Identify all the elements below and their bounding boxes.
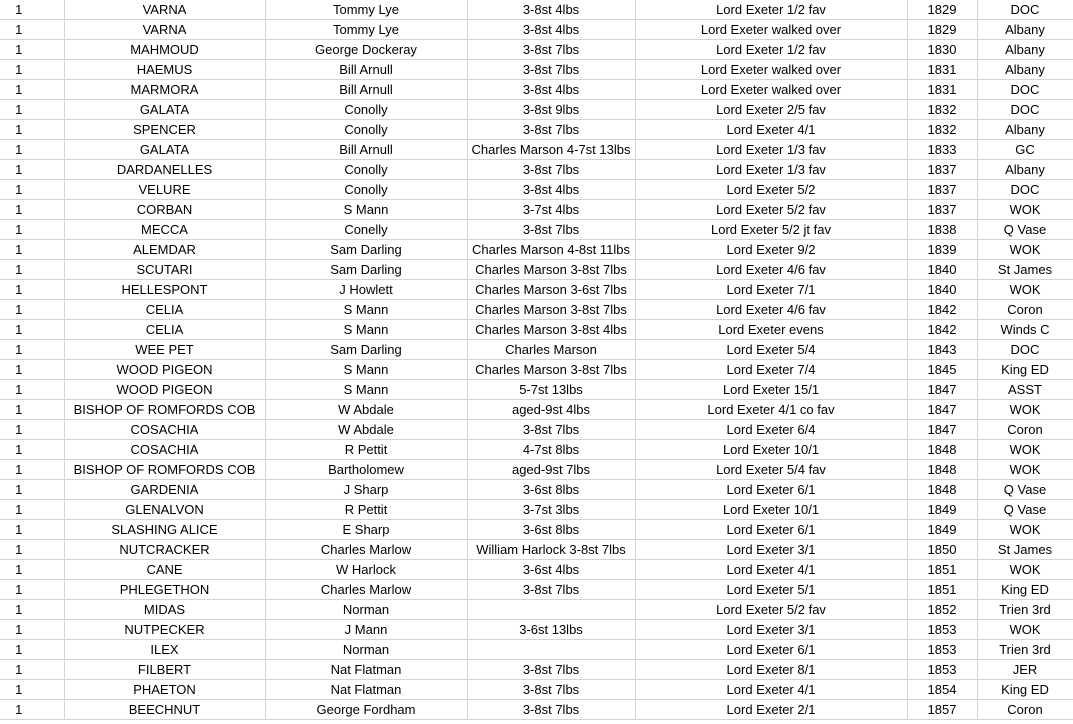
cell-year[interactable]: 1830 bbox=[907, 40, 977, 60]
table-row bbox=[0, 660, 1073, 680]
cell-position[interactable]: 1 bbox=[0, 40, 64, 60]
cell-jockey[interactable]: Norman bbox=[265, 640, 467, 660]
cell-owner-odds[interactable]: Lord Exeter 5/2 fav bbox=[635, 200, 907, 220]
cell-race[interactable]: Q Vase bbox=[977, 220, 1073, 240]
cell-jockey[interactable]: S Mann bbox=[265, 320, 467, 340]
table-row bbox=[0, 360, 1073, 380]
cell-horse[interactable]: WOOD PIGEON bbox=[64, 360, 265, 380]
table-row bbox=[0, 300, 1073, 320]
cell-race[interactable]: Albany bbox=[977, 120, 1073, 140]
cell-jockey[interactable]: W Abdale bbox=[265, 420, 467, 440]
cell-trainer-age-weight[interactable]: 3-8st 7lbs bbox=[467, 40, 635, 60]
table-row bbox=[0, 700, 1073, 720]
cell-year[interactable]: 1838 bbox=[907, 220, 977, 240]
cell-year[interactable]: 1831 bbox=[907, 60, 977, 80]
table-row bbox=[0, 460, 1073, 480]
cell-owner-odds[interactable]: Lord Exeter 6/4 bbox=[635, 420, 907, 440]
table-row bbox=[0, 440, 1073, 460]
cell-jockey[interactable]: S Mann bbox=[265, 300, 467, 320]
cell-year[interactable]: 1842 bbox=[907, 320, 977, 340]
cell-owner-odds[interactable]: Lord Exeter 1/3 fav bbox=[635, 160, 907, 180]
cell-owner-odds[interactable]: Lord Exeter 7/1 bbox=[635, 280, 907, 300]
cell-race[interactable]: JER bbox=[977, 660, 1073, 680]
cell-position[interactable]: 1 bbox=[0, 460, 64, 480]
cell-owner-odds[interactable]: Lord Exeter walked over bbox=[635, 80, 907, 100]
cell-race[interactable]: St James bbox=[977, 540, 1073, 560]
cell-race[interactable]: GC bbox=[977, 140, 1073, 160]
cell-jockey[interactable]: S Mann bbox=[265, 380, 467, 400]
cell-race[interactable]: Trien 3rd bbox=[977, 600, 1073, 620]
cell-year[interactable]: 1832 bbox=[907, 120, 977, 140]
cell-position[interactable]: 1 bbox=[0, 400, 64, 420]
cell-owner-odds[interactable]: Lord Exeter 4/1 co fav bbox=[635, 400, 907, 420]
cell-jockey[interactable]: Sam Darling bbox=[265, 340, 467, 360]
cell-jockey[interactable]: Tommy Lye bbox=[265, 0, 467, 20]
cell-trainer-age-weight[interactable]: 3-6st 13lbs bbox=[467, 620, 635, 640]
cell-owner-odds[interactable]: Lord Exeter 7/4 bbox=[635, 360, 907, 380]
cell-race[interactable]: Q Vase bbox=[977, 480, 1073, 500]
cell-jockey[interactable]: George Dockeray bbox=[265, 40, 467, 60]
cell-position[interactable]: 1 bbox=[0, 560, 64, 580]
cell-horse[interactable]: BISHOP OF ROMFORDS COB bbox=[64, 460, 265, 480]
cell-trainer-age-weight[interactable]: William Harlock 3-8st 7lbs bbox=[467, 540, 635, 560]
cell-horse[interactable]: WEE PET bbox=[64, 340, 265, 360]
cell-owner-odds[interactable]: Lord Exeter 5/1 bbox=[635, 580, 907, 600]
cell-year[interactable]: 1845 bbox=[907, 360, 977, 380]
table-row bbox=[0, 320, 1073, 340]
cell-horse[interactable]: PHAETON bbox=[64, 680, 265, 700]
cell-horse[interactable]: NUTCRACKER bbox=[64, 540, 265, 560]
cell-jockey[interactable]: Conolly bbox=[265, 120, 467, 140]
cell-year[interactable]: 1829 bbox=[907, 0, 977, 20]
cell-race[interactable]: Albany bbox=[977, 20, 1073, 40]
cell-trainer-age-weight[interactable]: 3-8st 4lbs bbox=[467, 0, 635, 20]
cell-horse[interactable]: ALEMDAR bbox=[64, 240, 265, 260]
cell-position[interactable]: 1 bbox=[0, 500, 64, 520]
cell-horse[interactable]: CELIA bbox=[64, 300, 265, 320]
cell-horse[interactable]: CANE bbox=[64, 560, 265, 580]
cell-owner-odds[interactable]: Lord Exeter 1/2 fav bbox=[635, 0, 907, 20]
cell-jockey[interactable]: Bill Arnull bbox=[265, 140, 467, 160]
cell-owner-odds[interactable]: Lord Exeter 4/6 fav bbox=[635, 300, 907, 320]
table-row bbox=[0, 60, 1073, 80]
table-row bbox=[0, 80, 1073, 100]
cell-race[interactable]: ASST bbox=[977, 380, 1073, 400]
cell-owner-odds[interactable]: Lord Exeter 1/3 fav bbox=[635, 140, 907, 160]
cell-owner-odds[interactable]: Lord Exeter 6/1 bbox=[635, 520, 907, 540]
cell-owner-odds[interactable]: Lord Exeter walked over bbox=[635, 20, 907, 40]
table-row bbox=[0, 280, 1073, 300]
cell-race[interactable]: St James bbox=[977, 260, 1073, 280]
cell-race[interactable]: DOC bbox=[977, 100, 1073, 120]
cell-horse[interactable]: GARDENIA bbox=[64, 480, 265, 500]
cell-race[interactable]: WOK bbox=[977, 620, 1073, 640]
cell-trainer-age-weight[interactable]: 3-8st 7lbs bbox=[467, 160, 635, 180]
cell-position[interactable]: 1 bbox=[0, 260, 64, 280]
cell-race[interactable]: Coron bbox=[977, 300, 1073, 320]
cell-horse[interactable]: HELLESPONT bbox=[64, 280, 265, 300]
table-row bbox=[0, 40, 1073, 60]
cell-year[interactable]: 1837 bbox=[907, 180, 977, 200]
table-row bbox=[0, 240, 1073, 260]
cell-position[interactable]: 1 bbox=[0, 160, 64, 180]
cell-horse[interactable]: VARNA bbox=[64, 20, 265, 40]
cell-trainer-age-weight[interactable]: 3-8st 9lbs bbox=[467, 100, 635, 120]
cell-owner-odds[interactable]: Lord Exeter 4/6 fav bbox=[635, 260, 907, 280]
cell-jockey[interactable]: S Mann bbox=[265, 200, 467, 220]
cell-trainer-age-weight[interactable]: Charles Marson bbox=[467, 340, 635, 360]
cell-position[interactable]: 1 bbox=[0, 120, 64, 140]
cell-race[interactable]: WOK bbox=[977, 200, 1073, 220]
cell-horse[interactable]: MAHMOUD bbox=[64, 40, 265, 60]
cell-owner-odds[interactable]: Lord Exeter 9/2 bbox=[635, 240, 907, 260]
cell-trainer-age-weight[interactable]: 3-8st 7lbs bbox=[467, 700, 635, 720]
cell-trainer-age-weight[interactable]: 3-8st 7lbs bbox=[467, 660, 635, 680]
table-row bbox=[0, 200, 1073, 220]
cell-trainer-age-weight[interactable]: Charles Marson 3-8st 7lbs bbox=[467, 360, 635, 380]
cell-race[interactable]: DOC bbox=[977, 0, 1073, 20]
cell-year[interactable]: 1837 bbox=[907, 200, 977, 220]
cell-year[interactable]: 1829 bbox=[907, 20, 977, 40]
cell-horse[interactable]: COSACHIA bbox=[64, 420, 265, 440]
cell-jockey[interactable]: Bill Arnull bbox=[265, 60, 467, 80]
cell-year[interactable]: 1843 bbox=[907, 340, 977, 360]
table-row bbox=[0, 580, 1073, 600]
cell-race[interactable]: DOC bbox=[977, 340, 1073, 360]
cell-position[interactable]: 1 bbox=[0, 420, 64, 440]
cell-year[interactable]: 1842 bbox=[907, 300, 977, 320]
cell-jockey[interactable]: Sam Darling bbox=[265, 240, 467, 260]
cell-trainer-age-weight[interactable]: 3-8st 7lbs bbox=[467, 60, 635, 80]
cell-position[interactable]: 1 bbox=[0, 100, 64, 120]
cell-jockey[interactable]: J Mann bbox=[265, 620, 467, 640]
cell-position[interactable]: 1 bbox=[0, 440, 64, 460]
cell-position[interactable]: 1 bbox=[0, 520, 64, 540]
table-row bbox=[0, 640, 1073, 660]
cell-trainer-age-weight[interactable] bbox=[467, 600, 635, 620]
cell-trainer-age-weight[interactable]: 3-8st 4lbs bbox=[467, 80, 635, 100]
cell-owner-odds[interactable]: Lord Exeter 4/1 bbox=[635, 120, 907, 140]
cell-year[interactable]: 1837 bbox=[907, 160, 977, 180]
cell-year[interactable]: 1847 bbox=[907, 420, 977, 440]
cell-race[interactable]: King ED bbox=[977, 680, 1073, 700]
cell-horse[interactable]: SPENCER bbox=[64, 120, 265, 140]
table-row bbox=[0, 380, 1073, 400]
cell-race[interactable]: Winds C bbox=[977, 320, 1073, 340]
table-row bbox=[0, 0, 1073, 20]
cell-trainer-age-weight[interactable]: 3-6st 4lbs bbox=[467, 560, 635, 580]
cell-jockey[interactable]: Nat Flatman bbox=[265, 680, 467, 700]
table-row bbox=[0, 560, 1073, 580]
table-row bbox=[0, 400, 1073, 420]
cell-trainer-age-weight[interactable]: Charles Marson 3-8st 7lbs bbox=[467, 300, 635, 320]
cell-position[interactable]: 1 bbox=[0, 60, 64, 80]
cell-jockey[interactable]: S Mann bbox=[265, 360, 467, 380]
cell-horse[interactable]: DARDANELLES bbox=[64, 160, 265, 180]
cell-jockey[interactable]: W Abdale bbox=[265, 400, 467, 420]
cell-race[interactable]: WOK bbox=[977, 560, 1073, 580]
cell-jockey[interactable]: R Pettit bbox=[265, 500, 467, 520]
cell-jockey[interactable]: Conolly bbox=[265, 180, 467, 200]
cell-trainer-age-weight[interactable]: 3-7st 4lbs bbox=[467, 200, 635, 220]
cell-position[interactable]: 1 bbox=[0, 320, 64, 340]
table-row bbox=[0, 600, 1073, 620]
cell-horse[interactable]: NUTPECKER bbox=[64, 620, 265, 640]
cell-trainer-age-weight[interactable]: 3-6st 8lbs bbox=[467, 480, 635, 500]
cell-jockey[interactable]: W Harlock bbox=[265, 560, 467, 580]
cell-position[interactable]: 1 bbox=[0, 220, 64, 240]
cell-year[interactable]: 1840 bbox=[907, 280, 977, 300]
cell-trainer-age-weight[interactable]: 3-8st 4lbs bbox=[467, 20, 635, 40]
cell-position[interactable]: 1 bbox=[0, 380, 64, 400]
cell-year[interactable]: 1849 bbox=[907, 500, 977, 520]
cell-race[interactable]: WOK bbox=[977, 520, 1073, 540]
cell-jockey[interactable]: Conolly bbox=[265, 160, 467, 180]
cell-position[interactable]: 1 bbox=[0, 20, 64, 40]
cell-owner-odds[interactable]: Lord Exeter 4/1 bbox=[635, 560, 907, 580]
cell-year[interactable]: 1848 bbox=[907, 440, 977, 460]
cell-trainer-age-weight[interactable]: 3-8st 7lbs bbox=[467, 680, 635, 700]
cell-trainer-age-weight[interactable]: 3-8st 7lbs bbox=[467, 220, 635, 240]
table-row bbox=[0, 620, 1073, 640]
cell-horse[interactable]: BEECHNUT bbox=[64, 700, 265, 720]
cell-trainer-age-weight[interactable]: Charles Marson 4-7st 13lbs bbox=[467, 140, 635, 160]
table-row bbox=[0, 140, 1073, 160]
cell-position[interactable]: 1 bbox=[0, 180, 64, 200]
cell-trainer-age-weight[interactable]: 4-7st 8lbs bbox=[467, 440, 635, 460]
cell-horse[interactable]: BISHOP OF ROMFORDS COB bbox=[64, 400, 265, 420]
cell-race[interactable]: Albany bbox=[977, 60, 1073, 80]
cell-year[interactable]: 1852 bbox=[907, 600, 977, 620]
cell-jockey[interactable]: Bill Arnull bbox=[265, 80, 467, 100]
cell-horse[interactable]: VELURE bbox=[64, 180, 265, 200]
cell-jockey[interactable]: R Pettit bbox=[265, 440, 467, 460]
cell-owner-odds[interactable]: Lord Exeter 4/1 bbox=[635, 680, 907, 700]
cell-horse[interactable]: ILEX bbox=[64, 640, 265, 660]
cell-race[interactable]: Albany bbox=[977, 40, 1073, 60]
cell-year[interactable]: 1853 bbox=[907, 620, 977, 640]
cell-horse[interactable]: COSACHIA bbox=[64, 440, 265, 460]
cell-year[interactable]: 1853 bbox=[907, 660, 977, 680]
cell-position[interactable]: 1 bbox=[0, 620, 64, 640]
cell-position[interactable]: 1 bbox=[0, 80, 64, 100]
cell-jockey[interactable]: Tommy Lye bbox=[265, 20, 467, 40]
cell-year[interactable]: 1840 bbox=[907, 260, 977, 280]
cell-race[interactable]: Q Vase bbox=[977, 500, 1073, 520]
cell-trainer-age-weight[interactable]: 3-8st 7lbs bbox=[467, 120, 635, 140]
cell-position[interactable]: 1 bbox=[0, 640, 64, 660]
cell-position[interactable]: 1 bbox=[0, 200, 64, 220]
cell-jockey[interactable]: Sam Darling bbox=[265, 260, 467, 280]
cell-jockey[interactable]: J Howlett bbox=[265, 280, 467, 300]
cell-jockey[interactable]: Norman bbox=[265, 600, 467, 620]
cell-owner-odds[interactable]: Lord Exeter 15/1 bbox=[635, 380, 907, 400]
table-row bbox=[0, 500, 1073, 520]
cell-race[interactable]: Coron bbox=[977, 700, 1073, 720]
cell-year[interactable]: 1839 bbox=[907, 240, 977, 260]
cell-trainer-age-weight[interactable]: 3-7st 3lbs bbox=[467, 500, 635, 520]
cell-owner-odds[interactable]: Lord Exeter walked over bbox=[635, 60, 907, 80]
cell-jockey[interactable]: George Fordham bbox=[265, 700, 467, 720]
cell-horse[interactable]: GALATA bbox=[64, 100, 265, 120]
cell-jockey[interactable]: Charles Marlow bbox=[265, 580, 467, 600]
cell-position[interactable]: 1 bbox=[0, 280, 64, 300]
cell-trainer-age-weight[interactable]: Charles Marson 4-8st 11lbs bbox=[467, 240, 635, 260]
cell-trainer-age-weight[interactable]: 5-7st 13lbs bbox=[467, 380, 635, 400]
cell-race[interactable]: Trien 3rd bbox=[977, 640, 1073, 660]
cell-position[interactable]: 1 bbox=[0, 680, 64, 700]
cell-horse[interactable]: WOOD PIGEON bbox=[64, 380, 265, 400]
cell-horse[interactable]: GLENALVON bbox=[64, 500, 265, 520]
cell-race[interactable]: Albany bbox=[977, 160, 1073, 180]
cell-position[interactable]: 1 bbox=[0, 480, 64, 500]
cell-position[interactable]: 1 bbox=[0, 0, 64, 20]
cell-owner-odds[interactable]: Lord Exeter 5/2 jt fav bbox=[635, 220, 907, 240]
table-row bbox=[0, 100, 1073, 120]
cell-position[interactable]: 1 bbox=[0, 540, 64, 560]
cell-race[interactable]: WOK bbox=[977, 460, 1073, 480]
cell-year[interactable]: 1848 bbox=[907, 480, 977, 500]
cell-race[interactable]: WOK bbox=[977, 240, 1073, 260]
cell-horse[interactable]: VARNA bbox=[64, 0, 265, 20]
table-row bbox=[0, 480, 1073, 500]
cell-owner-odds[interactable]: Lord Exeter 5/2 bbox=[635, 180, 907, 200]
table-row bbox=[0, 520, 1073, 540]
cell-owner-odds[interactable]: Lord Exeter 2/1 bbox=[635, 700, 907, 720]
cell-year[interactable]: 1851 bbox=[907, 560, 977, 580]
cell-horse[interactable]: HAEMUS bbox=[64, 60, 265, 80]
cell-trainer-age-weight[interactable]: 3-6st 8lbs bbox=[467, 520, 635, 540]
cell-owner-odds[interactable]: Lord Exeter 5/2 fav bbox=[635, 600, 907, 620]
cell-position[interactable]: 1 bbox=[0, 700, 64, 720]
cell-trainer-age-weight[interactable]: 3-8st 7lbs bbox=[467, 420, 635, 440]
cell-year[interactable]: 1848 bbox=[907, 460, 977, 480]
cell-race[interactable]: Coron bbox=[977, 420, 1073, 440]
cell-owner-odds[interactable]: Lord Exeter 10/1 bbox=[635, 440, 907, 460]
cell-jockey[interactable]: Nat Flatman bbox=[265, 660, 467, 680]
cell-jockey[interactable]: J Sharp bbox=[265, 480, 467, 500]
cell-horse[interactable]: SCUTARI bbox=[64, 260, 265, 280]
cell-race[interactable]: King ED bbox=[977, 580, 1073, 600]
cell-year[interactable]: 1851 bbox=[907, 580, 977, 600]
cell-race[interactable]: King ED bbox=[977, 360, 1073, 380]
cell-position[interactable]: 1 bbox=[0, 240, 64, 260]
cell-jockey[interactable]: Conelly bbox=[265, 220, 467, 240]
cell-trainer-age-weight[interactable] bbox=[467, 640, 635, 660]
cell-jockey[interactable]: Bartholomew bbox=[265, 460, 467, 480]
cell-jockey[interactable]: Charles Marlow bbox=[265, 540, 467, 560]
cell-owner-odds[interactable]: Lord Exeter 6/1 bbox=[635, 640, 907, 660]
cell-position[interactable]: 1 bbox=[0, 140, 64, 160]
cell-horse[interactable]: MECCA bbox=[64, 220, 265, 240]
cell-horse[interactable]: SLASHING ALICE bbox=[64, 520, 265, 540]
cell-year[interactable]: 1847 bbox=[907, 400, 977, 420]
cell-year[interactable]: 1831 bbox=[907, 80, 977, 100]
cell-owner-odds[interactable]: Lord Exeter 3/1 bbox=[635, 620, 907, 640]
cell-year[interactable]: 1833 bbox=[907, 140, 977, 160]
cell-trainer-age-weight[interactable]: Charles Marson 3-6st 7lbs bbox=[467, 280, 635, 300]
table-row bbox=[0, 20, 1073, 40]
cell-horse[interactable]: PHLEGETHON bbox=[64, 580, 265, 600]
table-row bbox=[0, 420, 1073, 440]
cell-trainer-age-weight[interactable]: aged-9st 7lbs bbox=[467, 460, 635, 480]
cell-owner-odds[interactable]: Lord Exeter 2/5 fav bbox=[635, 100, 907, 120]
table-row bbox=[0, 340, 1073, 360]
cell-trainer-age-weight[interactable]: 3-8st 4lbs bbox=[467, 180, 635, 200]
cell-race[interactable]: DOC bbox=[977, 180, 1073, 200]
cell-race[interactable]: DOC bbox=[977, 80, 1073, 100]
table-row bbox=[0, 680, 1073, 700]
cell-race[interactable]: WOK bbox=[977, 280, 1073, 300]
table-row bbox=[0, 120, 1073, 140]
cell-owner-odds[interactable]: Lord Exeter 1/2 fav bbox=[635, 40, 907, 60]
cell-trainer-age-weight[interactable]: Charles Marson 3-8st 7lbs bbox=[467, 260, 635, 280]
cell-position[interactable]: 1 bbox=[0, 580, 64, 600]
cell-position[interactable]: 1 bbox=[0, 340, 64, 360]
cell-owner-odds[interactable]: Lord Exeter 5/4 fav bbox=[635, 460, 907, 480]
cell-race[interactable]: WOK bbox=[977, 440, 1073, 460]
cell-trainer-age-weight[interactable]: 3-8st 7lbs bbox=[467, 580, 635, 600]
cell-horse[interactable]: GALATA bbox=[64, 140, 265, 160]
cell-position[interactable]: 1 bbox=[0, 660, 64, 680]
cell-year[interactable]: 1832 bbox=[907, 100, 977, 120]
cell-jockey[interactable]: E Sharp bbox=[265, 520, 467, 540]
table-row bbox=[0, 160, 1073, 180]
cell-owner-odds[interactable]: Lord Exeter 10/1 bbox=[635, 500, 907, 520]
cell-trainer-age-weight[interactable]: Charles Marson 3-8st 4lbs bbox=[467, 320, 635, 340]
table-row bbox=[0, 260, 1073, 280]
table-row bbox=[0, 180, 1073, 200]
cell-horse[interactable]: MARMORA bbox=[64, 80, 265, 100]
cell-owner-odds[interactable]: Lord Exeter 5/4 bbox=[635, 340, 907, 360]
table-row bbox=[0, 540, 1073, 560]
cell-jockey[interactable]: Conolly bbox=[265, 100, 467, 120]
cell-trainer-age-weight[interactable]: aged-9st 4lbs bbox=[467, 400, 635, 420]
table-row bbox=[0, 220, 1073, 240]
cell-horse[interactable]: FILBERT bbox=[64, 660, 265, 680]
cell-year[interactable]: 1854 bbox=[907, 680, 977, 700]
cell-owner-odds[interactable]: Lord Exeter 3/1 bbox=[635, 540, 907, 560]
cell-horse[interactable]: CELIA bbox=[64, 320, 265, 340]
cell-race[interactable]: WOK bbox=[977, 400, 1073, 420]
cell-horse[interactable]: MIDAS bbox=[64, 600, 265, 620]
cell-year[interactable]: 1847 bbox=[907, 380, 977, 400]
cell-position[interactable]: 1 bbox=[0, 600, 64, 620]
cell-owner-odds[interactable]: Lord Exeter evens bbox=[635, 320, 907, 340]
cell-position[interactable]: 1 bbox=[0, 360, 64, 380]
cell-year[interactable]: 1849 bbox=[907, 520, 977, 540]
cell-horse[interactable]: CORBAN bbox=[64, 200, 265, 220]
cell-year[interactable]: 1850 bbox=[907, 540, 977, 560]
cell-owner-odds[interactable]: Lord Exeter 8/1 bbox=[635, 660, 907, 680]
cell-owner-odds[interactable]: Lord Exeter 6/1 bbox=[635, 480, 907, 500]
cell-position[interactable]: 1 bbox=[0, 300, 64, 320]
cell-year[interactable]: 1857 bbox=[907, 700, 977, 720]
cell-year[interactable]: 1853 bbox=[907, 640, 977, 660]
